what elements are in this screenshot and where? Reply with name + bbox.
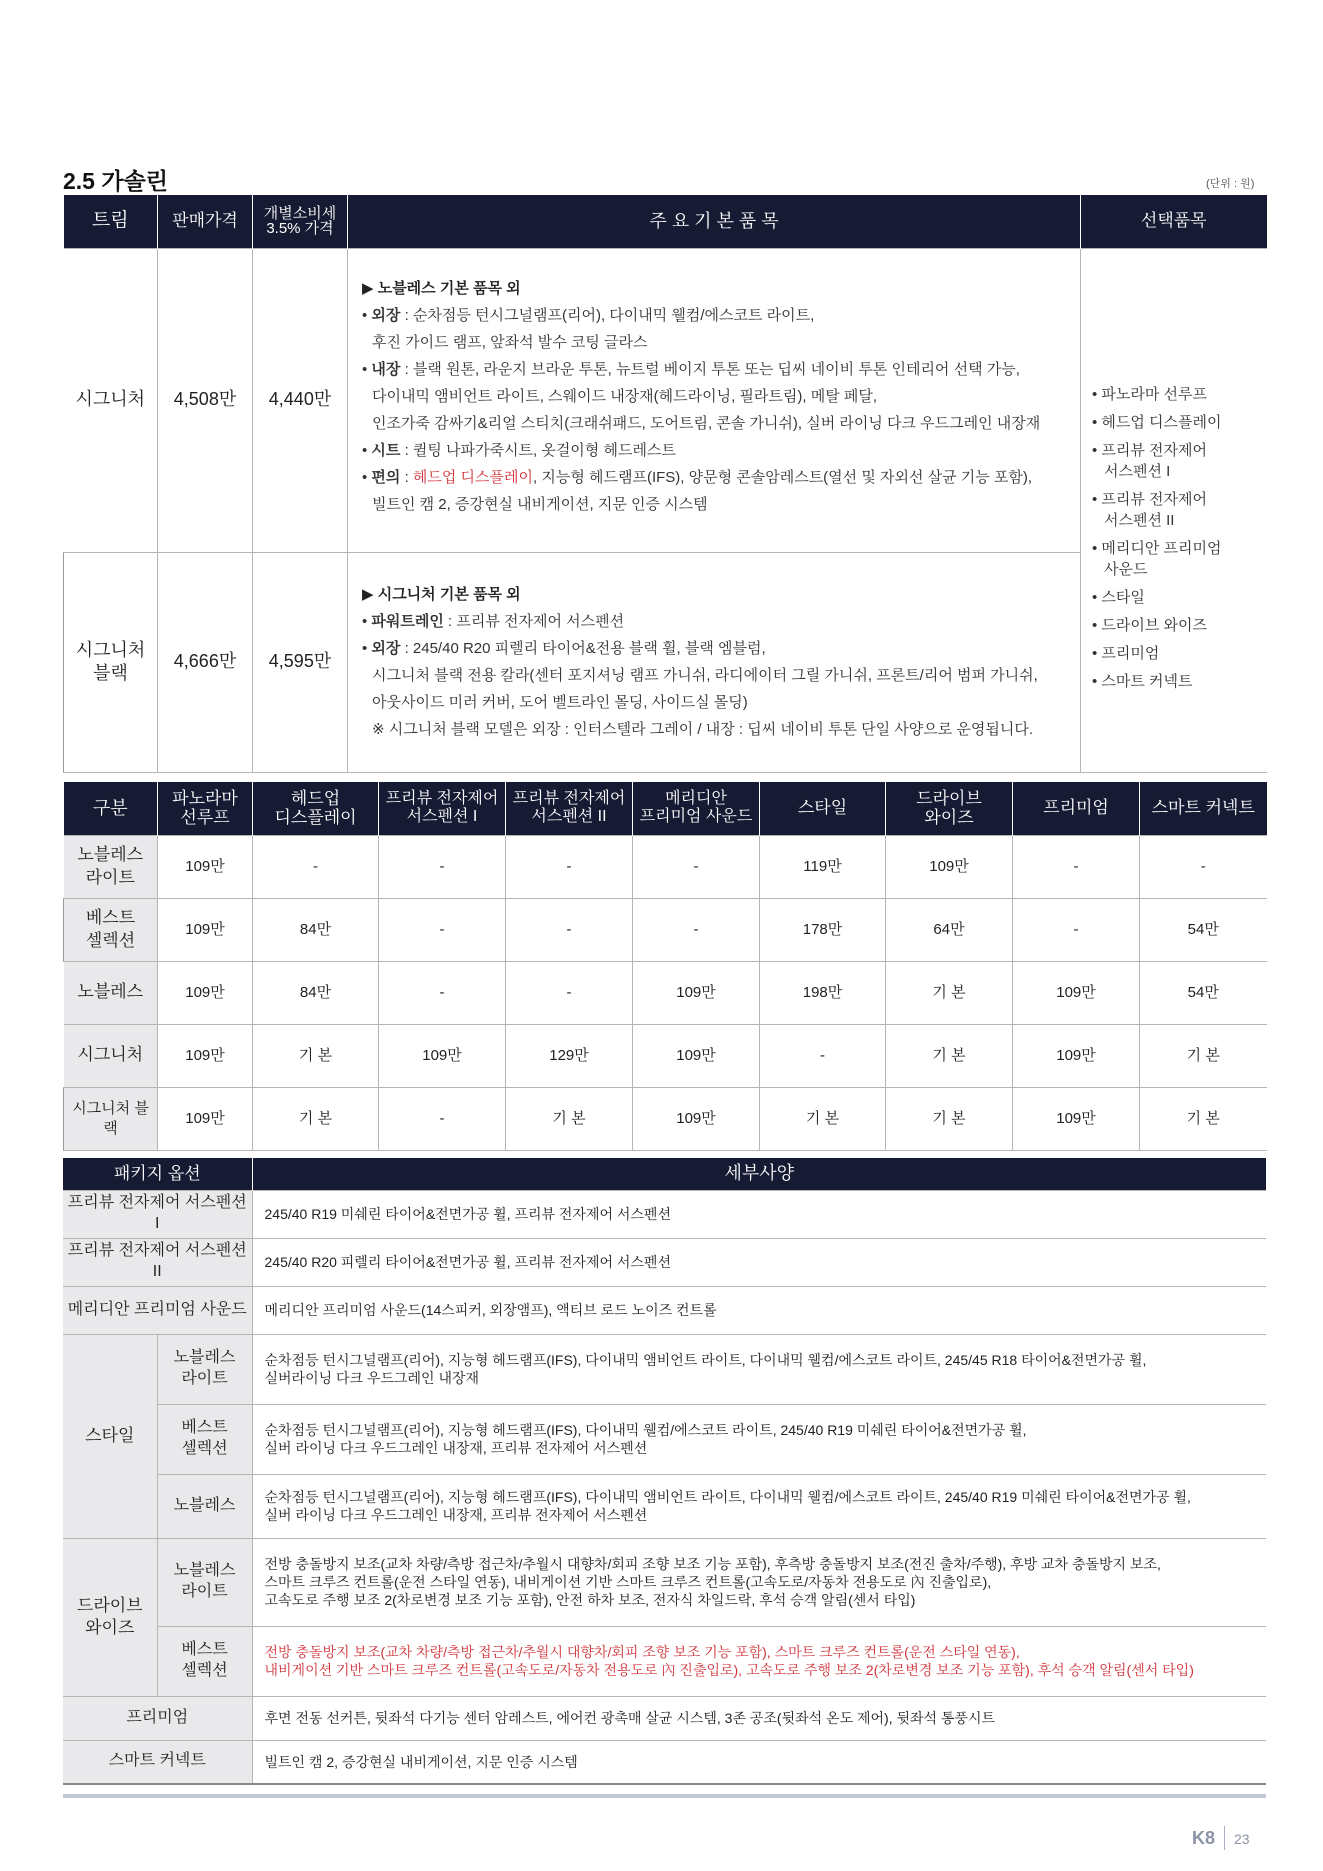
option-price-cell: - xyxy=(633,835,760,898)
option-price-cell: - xyxy=(379,835,506,898)
package-detail-highlight: 전방 충돌방지 보조(교차 차량/측방 접근차/추월시 대향차/회피 조향 보조 기능 포함), 스마트 크루즈 컨트롤(운전 스타일 연동), 내비게이션 기반 스마트 크루즈 컨트롤(고속도로/자동차 전용도로 內 진출입로), 고속도로 주행 보조 2(차로변경 보조 기능 포함), 후석 승객 알림(센서 타입) xyxy=(252,1626,1266,1696)
feature-heading: ▶ 시그니처 기본 품목 외 xyxy=(362,586,521,603)
option-price-cell: 178만 xyxy=(760,898,886,961)
table-row xyxy=(64,961,1267,1024)
option-price-cell: 기 본 xyxy=(1140,1024,1267,1087)
row-label: 노블레스 xyxy=(64,961,158,1024)
table-row xyxy=(63,1190,1266,1238)
footer-page-number: 23 xyxy=(1234,1831,1250,1847)
option-price-cell: 기 본 xyxy=(253,1087,379,1150)
table-row xyxy=(63,1538,1266,1626)
option-price-cell: - xyxy=(633,898,760,961)
package-name: 프리미엄 xyxy=(63,1696,252,1740)
table-row xyxy=(63,1238,1266,1286)
option-item: • 드라이브 와이즈 xyxy=(1092,616,1208,634)
feature-item: • 편의 : 헤드업 디스플레이, 지능형 헤드램프(IFS), 양문형 콘솔암레스트(열선 및 자외선 살균 기능 포함), xyxy=(362,468,1033,486)
option-price-cell: - xyxy=(379,961,506,1024)
option-price-cell: - xyxy=(1140,835,1267,898)
feature-list xyxy=(362,302,1066,518)
table-row xyxy=(63,1286,1266,1334)
package-detail: 순차점등 턴시그널램프(리어), 지능형 헤드램프(IFS), 다이내믹 앰비언트 라이트, 다이내믹 웰컴/에스코트 라이트, 245/45 R18 타이어&전면가공 휠, 실버라이닝 다크 우드그레인 내장재 xyxy=(252,1334,1266,1404)
option-price-cell: - xyxy=(506,961,633,1024)
option-price-cell: 109만 xyxy=(158,898,253,961)
package-name: 프리뷰 전자제어 서스펜션 II xyxy=(63,1238,252,1286)
option-item: • 스타일 xyxy=(1092,588,1145,606)
trim-name: 시그니처 블랙 xyxy=(64,552,158,772)
feature-item: 아웃사이드 미러 커버, 도어 벨트라인 몰딩, 사이드실 몰딩) xyxy=(372,694,748,711)
unit-label: (단위 : 원) xyxy=(1206,178,1255,190)
table-row xyxy=(64,1087,1267,1150)
option-price-cell: 109만 xyxy=(633,961,760,1024)
col-header-trim: 트림 xyxy=(64,195,158,248)
options-cell xyxy=(1081,248,1267,772)
table-row xyxy=(64,835,1267,898)
sale-price: 4,508만 xyxy=(158,248,253,552)
col-header-tax-price: 개별소비세 3.5% 가격 xyxy=(253,195,348,248)
opt-col-header: 스타일 xyxy=(760,782,886,835)
feature-note: ※ 시그니처 블랙 모델은 외장 : 인터스텔라 그레이 / 내장 : 딥씨 네이비 투톤 단일 사양으로 운영됩니다. xyxy=(372,721,1034,738)
footer-divider xyxy=(1224,1826,1225,1850)
row-label: 시그니처 xyxy=(64,1024,158,1087)
package-detail: 순차점등 턴시그널램프(리어), 지능형 헤드램프(IFS), 다이내믹 앰비언트 라이트, 다이내믹 웰컴/에스코트 라이트, 245/40 R19 미쉐린 타이어&전면가공 휠, 실버 라이닝 다크 우드그레인 내장재, 프리뷰 전자제어 서스펜션 xyxy=(252,1474,1266,1538)
table-row xyxy=(64,898,1267,961)
option-price-cell: - xyxy=(506,835,633,898)
option-list xyxy=(1082,384,1266,692)
option-price-cell: 기 본 xyxy=(760,1087,886,1150)
table-row xyxy=(63,1740,1266,1784)
option-price-cell: 기 본 xyxy=(886,961,1013,1024)
option-item: • 메리디안 프리미엄 사운드 xyxy=(1092,539,1222,578)
option-price-cell: - xyxy=(1013,835,1140,898)
opt-col-header: 프리뷰 전자제어 서스펜션 I xyxy=(379,782,506,835)
row-label: 베스트 셀렉션 xyxy=(64,898,158,961)
feature-item: 후진 가이드 램프, 앞좌석 발수 코팅 글라스 xyxy=(372,333,648,351)
feature-item: 인조가죽 감싸기&리얼 스티치(크래쉬패드, 도어트림, 콘솔 가니쉬), 실버 라이닝 다크 우드그레인 내장재 xyxy=(372,414,1041,432)
package-name: 프리뷰 전자제어 서스펜션 I xyxy=(63,1190,252,1238)
option-price-cell: 109만 xyxy=(886,835,1013,898)
option-price-cell: 기 본 xyxy=(506,1087,633,1150)
table-row xyxy=(63,1474,1266,1538)
package-name: 메리디안 프리미엄 사운드 xyxy=(63,1286,252,1334)
opt-col-header: 파노라마 선루프 xyxy=(158,782,253,835)
option-item: • 프리뷰 전자제어 서스펜션 I xyxy=(1092,441,1208,480)
row-label: 시그니처 블랙 xyxy=(64,1087,158,1150)
section-title: 2.5 가솔린 xyxy=(63,168,169,194)
package-sub-trim: 노블레스 라이트 xyxy=(157,1538,252,1626)
option-price-cell: 84만 xyxy=(253,898,379,961)
footer-rule xyxy=(63,1794,1266,1798)
package-detail: 후면 전동 선커튼, 뒷좌석 다기능 센터 암레스트, 에어컨 광촉매 살균 시스템, 3존 공조(뒷좌석 온도 제어), 뒷좌석 통풍시트 xyxy=(252,1696,1266,1740)
option-price-cell: 109만 xyxy=(1013,1087,1140,1150)
table-row xyxy=(63,1334,1266,1404)
feature-list xyxy=(362,608,1066,743)
option-price-cell: 54만 xyxy=(1140,898,1267,961)
opt-col-header: 구분 xyxy=(64,782,158,835)
option-price-cell: 109만 xyxy=(158,961,253,1024)
option-price-cell: - xyxy=(506,898,633,961)
feature-item: 다이내믹 앰비언트 라이트, 스웨이드 내장재(헤드라이닝, 필라트림), 메탈 페달, xyxy=(372,387,878,405)
package-sub-trim: 노블레스 라이트 xyxy=(157,1334,252,1404)
col-header-main-features: 주 요 기 본 품 목 xyxy=(348,195,1081,248)
package-sub-trim: 노블레스 xyxy=(157,1474,252,1538)
option-price-cell: 109만 xyxy=(379,1024,506,1087)
feature-item: • 시트 : 퀼팅 나파가죽시트, 옷걸이형 헤드레스트 xyxy=(362,441,676,459)
tax-price: 4,595만 xyxy=(253,552,348,772)
option-price-cell: - xyxy=(253,835,379,898)
package-name: 드라이브 와이즈 xyxy=(63,1538,157,1696)
feature-cell xyxy=(348,552,1081,772)
package-name: 스타일 xyxy=(63,1334,157,1538)
table-row xyxy=(63,1696,1266,1740)
tax-price: 4,440만 xyxy=(253,248,348,552)
pkg-col-header-option: 패키지 옵션 xyxy=(63,1158,252,1190)
table-row xyxy=(63,1404,1266,1474)
opt-col-header: 헤드업 디스플레이 xyxy=(253,782,379,835)
option-price-cell: 기 본 xyxy=(253,1024,379,1087)
option-price-cell: 109만 xyxy=(633,1024,760,1087)
option-price-cell: 기 본 xyxy=(1140,1087,1267,1150)
option-price-cell: 109만 xyxy=(158,1024,253,1087)
option-price-cell: 기 본 xyxy=(886,1024,1013,1087)
package-detail: 전방 충돌방지 보조(교차 차량/측방 접근차/추월시 대향차/회피 조향 보조 기능 포함), 후측방 충돌방지 보조(전진 출차/주행), 후방 교차 충돌방지 보조, 스마트 크루즈 컨트롤(운전 스타일 연동), 내비게이션 기반 스마트 크루즈 컨트롤(고속도로/자동차 전용도로 內 진출입로), 고속도로 주행 보조 2(차로변경 보조 기능 포함), 안전 하차 보조, 전자식 차일드락, 후석 승객 알림(센서 타입) xyxy=(252,1538,1266,1626)
option-price-cell: 109만 xyxy=(633,1087,760,1150)
feature-item: • 내장 : 블랙 원톤, 라운지 브라운 투톤, 뉴트럴 베이지 투톤 또는 딥씨 네이비 투톤 인테리어 선택 가능, xyxy=(362,360,1020,378)
option-price-cell: 109만 xyxy=(1013,1024,1140,1087)
opt-col-header: 메리디안 프리미엄 사운드 xyxy=(633,782,760,835)
option-price-cell: - xyxy=(379,898,506,961)
option-price-cell: - xyxy=(760,1024,886,1087)
option-price-cell: 기 본 xyxy=(886,1087,1013,1150)
option-price-cell: - xyxy=(1013,898,1140,961)
package-sub-trim: 베스트 셀렉션 xyxy=(157,1626,252,1696)
opt-col-header: 스마트 커넥트 xyxy=(1140,782,1267,835)
option-item: • 스마트 커넥트 xyxy=(1092,672,1193,690)
package-detail: 245/40 R19 미쉐린 타이어&전면가공 휠, 프리뷰 전자제어 서스펜션 xyxy=(252,1190,1266,1238)
feature-item: • 파워트레인 : 프리뷰 전자제어 서스펜션 xyxy=(362,613,625,630)
feature-item: 빌트인 캠 2, 증강현실 내비게이션, 지문 인증 시스템 xyxy=(372,495,708,513)
package-detail: 빌트인 캠 2, 증강현실 내비게이션, 지문 인증 시스템 xyxy=(252,1740,1266,1784)
package-sub-trim: 베스트 셀렉션 xyxy=(157,1404,252,1474)
opt-col-header: 드라이브 와이즈 xyxy=(886,782,1013,835)
opt-col-header: 프리뷰 전자제어 서스펜션 II xyxy=(506,782,633,835)
trim-name: 시그니처 xyxy=(64,248,158,552)
package-detail: 메리디안 프리미엄 사운드(14스피커, 외장앰프), 액티브 로드 노이즈 컨트롤 xyxy=(252,1286,1266,1334)
option-item: • 파노라마 선루프 xyxy=(1092,385,1208,403)
row-label: 노블레스 라이트 xyxy=(64,835,158,898)
footer-model: K8 xyxy=(1192,1828,1216,1848)
table-row xyxy=(64,1024,1267,1087)
option-price-cell: 109만 xyxy=(158,835,253,898)
col-header-options: 선택품목 xyxy=(1081,195,1267,248)
feature-heading: ▶ 노블레스 기본 품목 외 xyxy=(362,279,521,297)
package-name: 스마트 커넥트 xyxy=(63,1740,252,1784)
option-price-cell: 129만 xyxy=(506,1024,633,1087)
option-price-cell: 109만 xyxy=(1013,961,1140,1024)
highlight-hud: 헤드업 디스플레이 xyxy=(412,468,534,486)
option-item: • 프리미엄 xyxy=(1092,644,1160,662)
table-row xyxy=(63,1626,1266,1696)
opt-col-header: 프리미엄 xyxy=(1013,782,1140,835)
trim-price-table xyxy=(63,195,1267,773)
option-price-cell: 84만 xyxy=(253,961,379,1024)
feature-cell xyxy=(348,248,1081,552)
col-header-price: 판매가격 xyxy=(158,195,253,248)
sale-price: 4,666만 xyxy=(158,552,253,772)
package-table xyxy=(63,1158,1266,1785)
option-price-cell: 64만 xyxy=(886,898,1013,961)
option-price-cell: - xyxy=(379,1087,506,1150)
option-price-cell: 119만 xyxy=(760,835,886,898)
option-item: • 헤드업 디스플레이 xyxy=(1092,413,1222,431)
package-detail: 순차점등 턴시그널램프(리어), 지능형 헤드램프(IFS), 다이내믹 웰컴/에스코트 라이트, 245/40 R19 미쉐린 타이어&전면가공 휠, 실버 라이닝 다크 우드그레인 내장재, 프리뷰 전자제어 서스펜션 xyxy=(252,1404,1266,1474)
option-price-table xyxy=(63,782,1267,1151)
package-detail: 245/40 R20 피렐리 타이어&전면가공 휠, 프리뷰 전자제어 서스펜션 xyxy=(252,1238,1266,1286)
option-item: • 프리뷰 전자제어 서스펜션 II xyxy=(1092,490,1208,529)
feature-item: • 외장 : 245/40 R20 피렐리 타이어&전용 블랙 휠, 블랙 엠블럼, xyxy=(362,640,766,657)
option-price-cell: 54만 xyxy=(1140,961,1267,1024)
feature-item: • 외장 : 순차점등 턴시그널램프(리어), 다이내믹 웰컴/에스코트 라이트, xyxy=(362,306,815,324)
pkg-col-header-detail: 세부사양 xyxy=(252,1158,1266,1190)
option-price-cell: 198만 xyxy=(760,961,886,1024)
feature-item: 시그니처 블랙 전용 칼라(센터 포지셔닝 램프 가니쉬, 라디에이터 그릴 가니쉬, 프론트/리어 범퍼 가니쉬, xyxy=(372,667,1038,684)
option-price-cell: 109만 xyxy=(158,1087,253,1150)
